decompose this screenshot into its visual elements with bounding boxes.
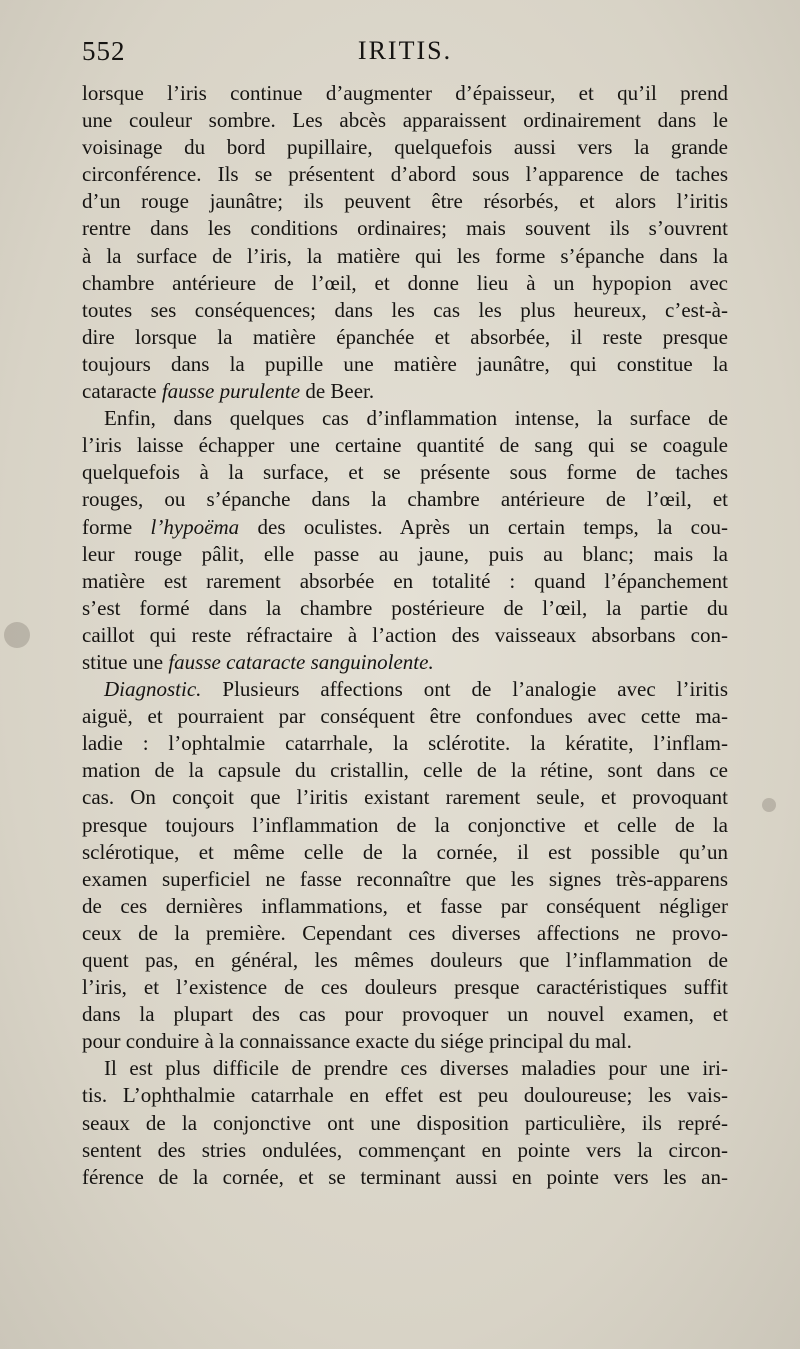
line-text: Il est plus difficile de prendre ces diverses maladies pour une iri- xyxy=(104,1056,728,1081)
line-text: examen superficiel ne fasse reconnaître que les signes très-apparens xyxy=(82,866,728,891)
text-line xyxy=(82,676,728,703)
line-text: aiguë, et pourraient par conséquent être confondues avec cette ma- xyxy=(82,704,728,729)
line-text: s’est formé dans la chambre postérieure de l’œil, la partie du xyxy=(82,595,728,620)
line-text: dans la plupart des cas pour provoquer un nouvel examen, et xyxy=(82,1002,728,1027)
text-line xyxy=(82,134,728,161)
text-line xyxy=(82,161,728,188)
line-text: cas. On conçoit que l’iritis existant rarement seule, et provoquant xyxy=(82,785,728,810)
text-line xyxy=(82,432,728,459)
text-line xyxy=(82,866,728,893)
text-line xyxy=(82,1164,728,1191)
line-text-continued: des oculistes. Après un certain temps, la cou- xyxy=(239,514,728,539)
text-line xyxy=(82,297,728,324)
text-line xyxy=(82,730,728,757)
text-line xyxy=(82,784,728,811)
line-text: toutes ses conséquences; dans les cas les plus heureux, c’est-à- xyxy=(82,297,728,322)
text-line xyxy=(82,595,728,622)
line-text: stitue une xyxy=(82,649,169,674)
line-text: une couleur sombre. Les abcès apparaissent ordinairement dans le xyxy=(82,108,728,133)
running-head: IRITIS. xyxy=(357,36,453,65)
paper-stain xyxy=(4,622,30,648)
line-text: de ces dernières inflammations, et fasse par conséquent négliger xyxy=(82,893,728,918)
text-line xyxy=(82,974,728,1001)
text-line xyxy=(82,405,728,432)
line-text: cataracte xyxy=(82,379,162,404)
text-line xyxy=(82,270,728,297)
text-line xyxy=(82,351,728,378)
line-text: mation de la capsule du cristallin, celle de la rétine, sont dans ce xyxy=(82,758,728,783)
line-text: presque toujours l’inflammation de la conjonctive et celle de la xyxy=(82,812,728,837)
text-line xyxy=(82,107,728,134)
body-text xyxy=(82,80,728,1191)
line-text: chambre antérieure de l’œil, et donne lieu à un hypopion avec xyxy=(82,270,728,295)
line-text: à la surface de l’iris, la matière qui les forme s’épanche dans la xyxy=(82,243,728,268)
text-line xyxy=(82,459,728,486)
line-text: leur rouge pâlit, elle passe au jaune, puis au blanc; mais la xyxy=(82,541,728,566)
text-line xyxy=(82,243,728,270)
line-text: sclérotique, et même celle de la cornée, il est possible qu’un xyxy=(82,839,728,864)
line-text: l’iris laisse échapper une certaine quantité de sang qui se coagule xyxy=(82,433,728,458)
text-line xyxy=(82,1055,728,1082)
text-line xyxy=(82,188,728,215)
text-line xyxy=(82,649,728,676)
text-line xyxy=(82,568,728,595)
text-line xyxy=(82,1001,728,1028)
line-text: ladie : l’ophtalmie catarrhale, la sclérotite. la kératite, l’inflam- xyxy=(82,731,728,756)
text-line xyxy=(82,920,728,947)
line-text: matière est rarement absorbée en totalité : quand l’épanchement xyxy=(82,568,728,593)
line-text: toujours dans la pupille une matière jaunâtre, qui constitue la xyxy=(82,351,728,376)
italic-term: fausse cataracte sanguinolente. xyxy=(168,649,434,674)
text-line xyxy=(82,1137,728,1164)
line-text: l’iris, et l’existence de ces douleurs presque caractéristiques suffit xyxy=(82,975,728,1000)
text-line xyxy=(82,378,728,405)
page-number: 552 xyxy=(82,36,126,66)
text-line xyxy=(82,893,728,920)
line-text: sentent des stries ondulées, commençant en pointe vers la circon- xyxy=(82,1137,728,1162)
line-text-continued: de Beer. xyxy=(300,379,375,404)
line-text: dire lorsque la matière épanchée et absorbée, il reste presque xyxy=(82,324,728,349)
line-text: d’un rouge jaunâtre; ils peuvent être résorbés, et alors l’iritis xyxy=(82,189,728,214)
line-text: seaux de la conjonctive ont une disposition particulière, ils repré- xyxy=(82,1110,728,1135)
line-text: férence de la cornée, et se terminant aussi en pointe vers les an- xyxy=(82,1164,728,1189)
line-text-continued: Plusieurs affections ont de l’analogie avec l’iritis xyxy=(201,677,728,702)
text-line xyxy=(82,812,728,839)
text-line xyxy=(82,1082,728,1109)
text-line xyxy=(82,80,728,107)
line-text: rouges, ou s’épanche dans la chambre antérieure de l’œil, et xyxy=(82,487,728,512)
text-line xyxy=(82,622,728,649)
text-line xyxy=(82,1028,728,1055)
text-line xyxy=(82,514,728,541)
text-line xyxy=(82,1110,728,1137)
text-line xyxy=(82,703,728,730)
line-text: caillot qui reste réfractaire à l’action des vaisseaux absorbans con- xyxy=(82,622,728,647)
text-line xyxy=(82,215,728,242)
line-text: pour conduire à la connaissance exacte du siége principal du mal. xyxy=(82,1029,632,1054)
text-line xyxy=(82,541,728,568)
text-line xyxy=(82,839,728,866)
page-header xyxy=(82,36,728,76)
line-text: forme xyxy=(82,514,151,539)
italic-term: fausse purulente xyxy=(161,379,301,404)
line-text: quent pas, en général, les mêmes douleurs que l’inflammation de xyxy=(82,948,728,972)
line-text: lorsque l’iris continue d’augmenter d’épaisseur, et qu’il prend xyxy=(82,81,728,105)
line-text: rentre dans les conditions ordinaires; mais souvent ils s’ouvrent xyxy=(82,216,728,241)
line-text: circonférence. Ils se présentent d’abord sous l’apparence de taches xyxy=(82,162,728,187)
text-line xyxy=(82,757,728,784)
text-line xyxy=(82,947,728,974)
line-text: ceux de la première. Cependant ces diverses affections ne provo- xyxy=(82,920,728,945)
line-text: quelquefois à la surface, et se présente sous forme de taches xyxy=(82,460,728,485)
line-text: voisinage du bord pupillaire, quelquefois aussi vers la grande xyxy=(82,135,728,160)
text-line xyxy=(82,324,728,351)
line-text: Enfin, dans quelques cas d’inflammation intense, la surface de xyxy=(104,406,728,431)
italic-term: Diagnostic. xyxy=(104,677,202,702)
italic-term: l’hypoëma xyxy=(150,514,240,539)
text-line xyxy=(82,486,728,513)
paper-stain xyxy=(762,798,776,812)
line-text: tis. L’ophthalmie catarrhale en effet est peu douloureuse; les vais- xyxy=(82,1083,728,1108)
